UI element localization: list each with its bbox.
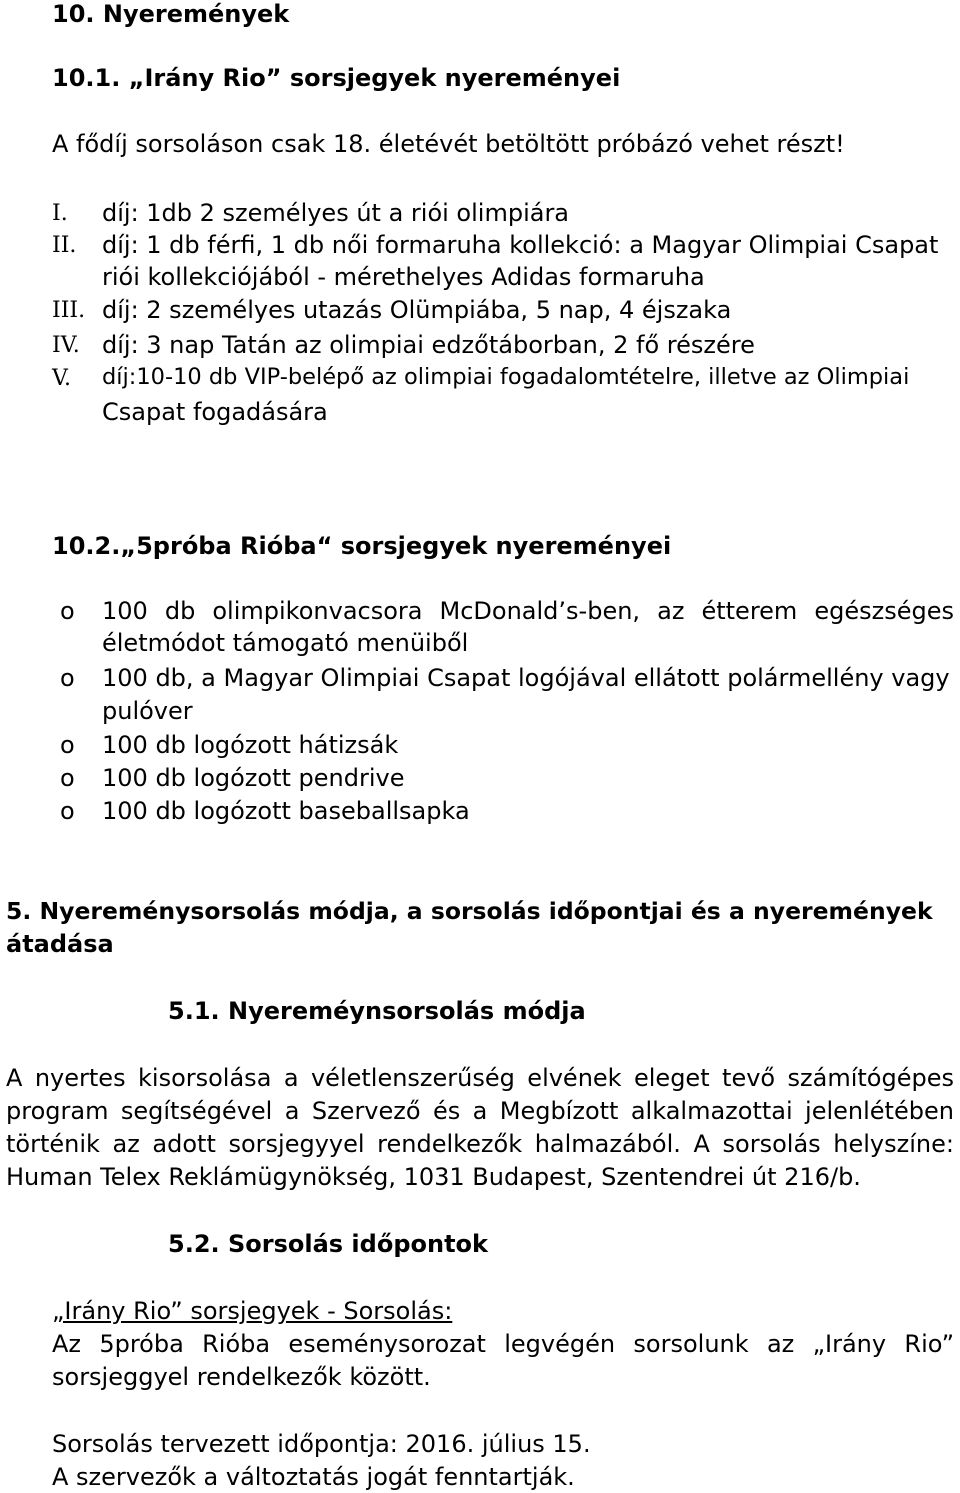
word: McDonald’s-ben, xyxy=(439,597,641,625)
prize-number: I. xyxy=(52,201,68,226)
prize-text-continued: riói kollekciójából - mérethelyes Adidas formaruha xyxy=(102,263,705,291)
word: alkalmazottai xyxy=(630,1097,793,1125)
word: sorsolunk xyxy=(633,1330,749,1358)
draw-line xyxy=(52,1330,954,1358)
word: 5próba xyxy=(99,1330,184,1358)
word: az xyxy=(766,1330,795,1358)
word: és xyxy=(432,1097,461,1125)
word: Megbízott xyxy=(499,1097,619,1125)
section-5-1-heading: 5.1. Nyereméynsorsolás módja xyxy=(168,997,586,1025)
prize-number: II. xyxy=(52,233,77,258)
word: A xyxy=(6,1064,23,1092)
prize-number: V. xyxy=(52,366,72,391)
word: segítségével xyxy=(120,1097,273,1125)
word: sorsjegyyel xyxy=(228,1130,365,1158)
word: program xyxy=(6,1097,109,1125)
word: egészséges xyxy=(814,597,954,625)
word: halmazából. xyxy=(534,1130,681,1158)
word: nyertes xyxy=(34,1064,126,1092)
paragraph-line xyxy=(6,1064,954,1092)
section-10-1-heading: 10.1. „Irány Rio” sorsjegyek nyereményei xyxy=(52,64,621,92)
word: 100 xyxy=(102,597,148,625)
word: véletlenszerűség xyxy=(310,1064,515,1092)
word: A xyxy=(693,1130,710,1158)
word: olimpikonvacsora xyxy=(212,597,423,625)
age-notice: A fődíj sorsoláson csak 18. életévét betöltött próbázó vehet részt! xyxy=(52,130,845,158)
word: tevő xyxy=(722,1064,776,1092)
word: sorsolás xyxy=(722,1130,821,1158)
section-10-heading: 10. Nyeremények xyxy=(52,0,290,28)
word: Rio” xyxy=(904,1330,954,1358)
word: a xyxy=(472,1097,488,1125)
bullet-text xyxy=(102,597,954,625)
word: a xyxy=(284,1097,300,1125)
bullet-marker: o xyxy=(60,597,75,625)
bullet-text: 100 db logózott pendrive xyxy=(102,764,405,792)
bullet-marker: o xyxy=(60,764,75,792)
prize-text: díj:10-10 db VIP-belépő az olimpiai fogadalomtételre, illetve az Olimpiai xyxy=(102,364,910,390)
section-5-heading-continued: átadása xyxy=(6,930,114,958)
bullet-marker: o xyxy=(60,731,75,759)
word: legvégén xyxy=(504,1330,616,1358)
draw-line: sorsjeggyel rendelkezők között. xyxy=(52,1363,431,1391)
word: történik xyxy=(6,1130,100,1158)
bullet-text: 100 db logózott baseballsapka xyxy=(102,797,470,825)
prize-text-continued: Csapat fogadására xyxy=(102,398,328,426)
word: rendelkezők xyxy=(377,1130,523,1158)
bullet-text: 100 db logózott hátizsák xyxy=(102,731,399,759)
paragraph-line xyxy=(6,1097,954,1125)
prize-number: IV. xyxy=(52,333,80,358)
bullet-text: 100 db, a Magyar Olimpiai Csapat logójával ellátott polármellény vagy xyxy=(102,664,950,692)
draw-title: „Irány Rio” sorsjegyek - Sorsolás: xyxy=(52,1297,453,1325)
word: étterem xyxy=(701,597,798,625)
section-5-2-heading: 5.2. Sorsolás időpontok xyxy=(168,1230,489,1258)
prize-text: díj: 3 nap Tatán az olimpiai edzőtáborban, 2 fő részére xyxy=(102,331,755,359)
section-10-2-heading: 10.2.„5próba Rióba“ sorsjegyek nyereményei xyxy=(52,532,672,560)
bullet-marker: o xyxy=(60,797,75,825)
word: Rióba xyxy=(202,1330,271,1358)
word: db xyxy=(164,597,196,625)
prize-text: díj: 1db 2 személyes út a riói olimpiára xyxy=(102,199,570,227)
word: kisorsolása xyxy=(138,1064,272,1092)
word: eleget xyxy=(634,1064,710,1092)
paragraph-line: Human Telex Reklámügynökség, 1031 Budapest, Szentendrei út 216/b. xyxy=(6,1163,861,1191)
word: az xyxy=(112,1130,140,1158)
word: Az xyxy=(52,1330,82,1358)
prize-text: díj: 1 db férfi, 1 db női formaruha kollekció: a Magyar Olimpiai Csapat xyxy=(102,231,939,259)
word: „Irány xyxy=(812,1330,887,1358)
paragraph-line xyxy=(6,1130,954,1158)
word: a xyxy=(283,1064,299,1092)
word: helyszíne: xyxy=(833,1130,954,1158)
word: az xyxy=(657,597,685,625)
word: eseménysorozat xyxy=(288,1330,486,1358)
prize-number: III. xyxy=(52,298,86,323)
bullet-text-continued: életmódot támogató menüiből xyxy=(102,629,469,657)
prize-text: díj: 2 személyes utazás Olümpiába, 5 nap, 4 éjszaka xyxy=(102,296,732,324)
planned-draw-date: Sorsolás tervezett időpontja: 2016. július 15. xyxy=(52,1430,591,1458)
section-5-heading: 5. Nyereménysorsolás módja, a sorsolás időpontjai és a nyeremények xyxy=(6,897,933,925)
word: számítógépes xyxy=(787,1064,954,1092)
rights-reserved-note: A szervezők a változtatás jogát fenntartják. xyxy=(52,1463,575,1491)
bullet-marker: o xyxy=(60,664,75,692)
word: adott xyxy=(152,1130,216,1158)
word: Szervező xyxy=(311,1097,421,1125)
word: elvének xyxy=(527,1064,622,1092)
word: jelenlétében xyxy=(805,1097,954,1125)
bullet-text-continued: pulóver xyxy=(102,697,193,725)
